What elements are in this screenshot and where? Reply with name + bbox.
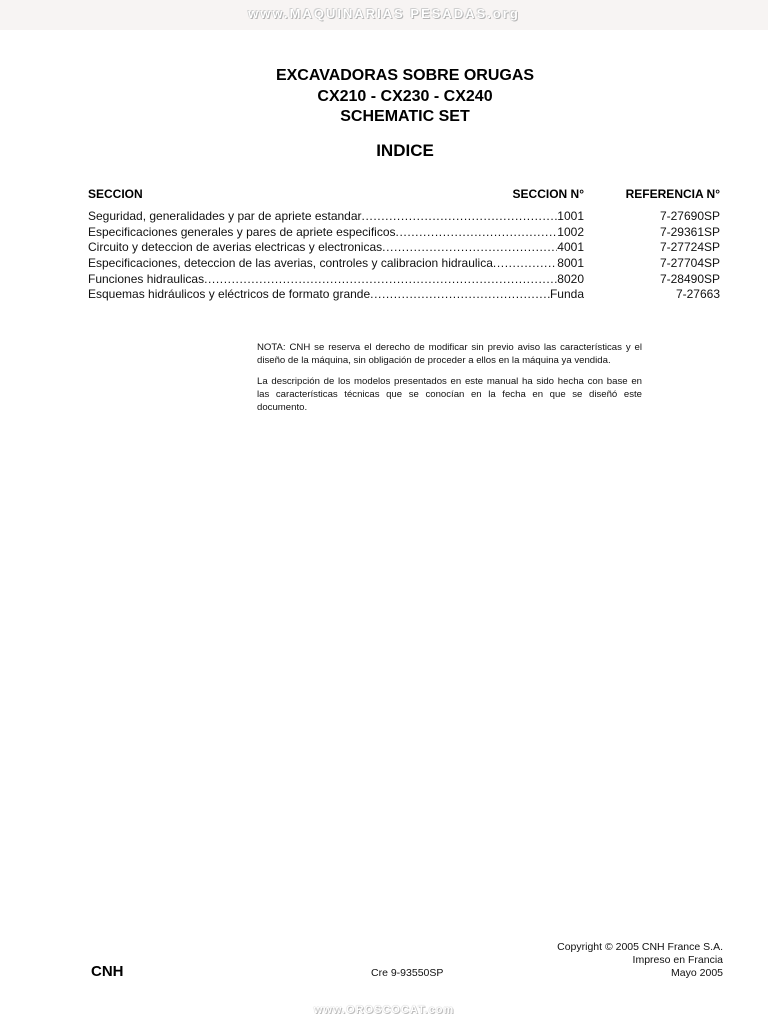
row-section-name: Especificaciones generales y pares de apriete especificos xyxy=(88,224,396,239)
row-section-number: 8001 xyxy=(557,256,584,271)
dot-leader xyxy=(204,272,557,288)
dot-leader xyxy=(362,209,558,225)
table-row xyxy=(88,272,720,288)
dot-leader xyxy=(382,240,557,256)
note-description: La descripción de los modelos presentados en este manual ha sido hecha con base en las características técnicas que se conocían en la fecha en que se diseñó este documento. xyxy=(257,376,642,413)
header-section-number: SECCION N° xyxy=(512,187,584,201)
table-row xyxy=(88,240,720,256)
watermark-top: www.MAQUINARIAS PESADAS.org xyxy=(248,6,520,21)
index-title: INDICE xyxy=(376,141,434,160)
footer-date: Mayo 2005 xyxy=(671,967,723,979)
row-reference: 7-27690SP xyxy=(659,209,720,223)
title-line-1: EXCAVADORAS SOBRE ORUGAS xyxy=(275,67,535,84)
title-line-2: CX210 - CX230 - CX240 xyxy=(317,87,493,105)
row-section-name: Circuito y deteccion de averias electricas y electronicas xyxy=(88,240,383,255)
footer-imprint xyxy=(557,941,723,980)
row-reference: 7-27724SP xyxy=(659,240,720,255)
title-block xyxy=(0,66,768,128)
row-section-name: Seguridad, generalidades y par de apriete estandar xyxy=(88,209,362,223)
row-reference: 7-29361SP xyxy=(659,224,720,239)
index-table xyxy=(88,209,720,303)
row-section-number: 4001 xyxy=(557,240,584,255)
footer-printed-in: Impreso en Francia xyxy=(632,954,723,966)
row-section-number: 8020 xyxy=(557,271,584,286)
title-line-3: SCHEMATIC SET xyxy=(340,108,470,125)
dot-leader xyxy=(370,287,550,303)
footer-brand: CNH xyxy=(91,963,124,980)
dot-leader xyxy=(396,225,558,241)
header-section: SECCION xyxy=(88,187,143,201)
row-section-number: 1002 xyxy=(557,224,584,239)
footer-copyright: Copyright © 2005 CNH France S.A. xyxy=(557,941,723,953)
note-disclaimer: NOTA: CNH se reserva el derecho de modificar sin previo aviso las características y el diseño de la máquina, sin obligación de proceder a ellos en la máquina ya vendida. xyxy=(257,342,642,366)
row-section-name: Funciones hidraulicas xyxy=(88,271,205,286)
row-reference: 7-27663 xyxy=(675,287,720,302)
table-row xyxy=(88,256,720,272)
row-reference: 7-28490SP xyxy=(659,271,720,286)
row-section-number: 1001 xyxy=(557,209,584,223)
table-row xyxy=(88,287,720,303)
footer-document-code: Cre 9-93550SP xyxy=(371,967,444,979)
row-reference: 7-27704SP xyxy=(659,256,720,271)
row-section-number: Funda xyxy=(549,287,584,302)
table-row xyxy=(88,225,720,241)
dot-leader xyxy=(493,256,557,272)
watermark-bottom: www.OROSCOCAT.com xyxy=(313,1004,455,1016)
header-reference-number: REFERENCIA N° xyxy=(625,187,720,201)
row-section-name: Especificaciones, deteccion de las averias, controles y calibracion hidraulica xyxy=(88,256,493,271)
row-section-name: Esquemas hidráulicos y eléctricos de formato grande xyxy=(88,287,371,302)
table-row xyxy=(88,209,720,225)
